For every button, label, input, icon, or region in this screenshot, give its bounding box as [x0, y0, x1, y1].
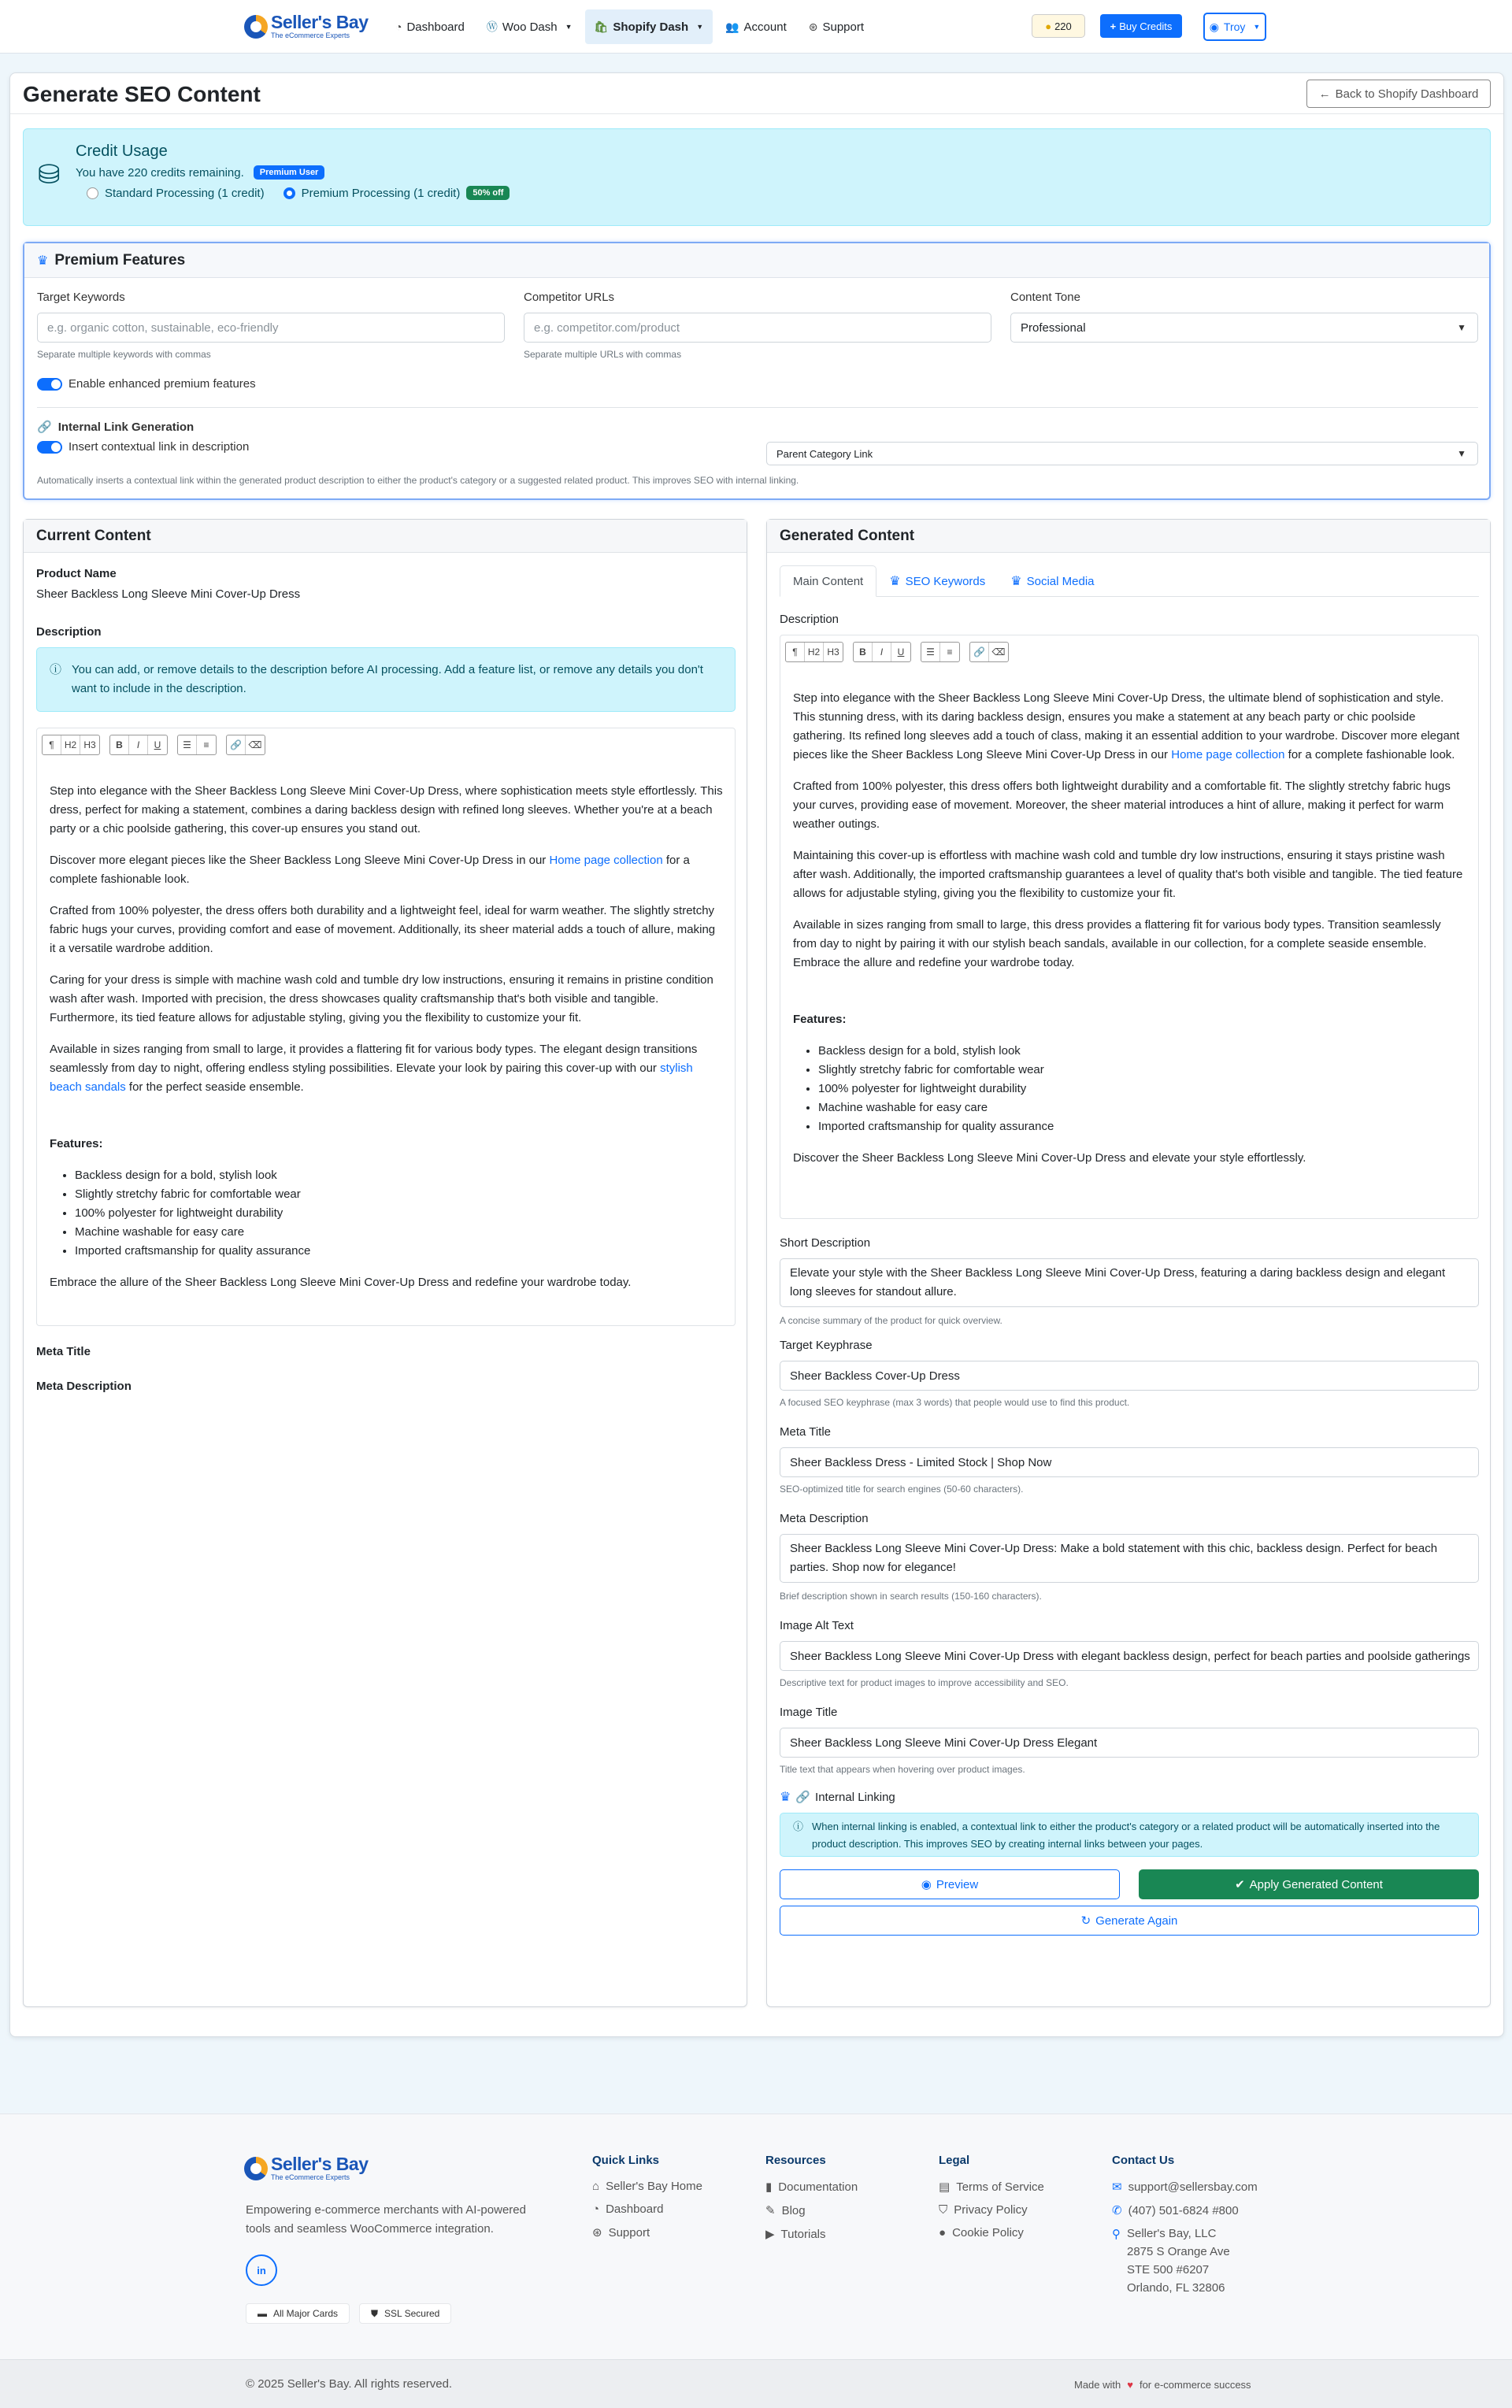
seo-generator-card [9, 72, 1504, 2037]
description-info-alert: ⓘ You can add, or remove details to the description before AI processing. Add a feature list, or remove any details you don't want to include in the description. [36, 647, 736, 712]
credit-remaining-text: You have 220 credits remaining. [76, 165, 244, 180]
coins-icon: ⛁ [38, 160, 61, 190]
user-circle-icon: ◉ [1209, 20, 1219, 33]
editor-toolbar [42, 735, 265, 755]
chevron-down-icon: ▼ [1457, 322, 1466, 333]
crown-icon: ♛ [889, 575, 901, 588]
current-content-panel [23, 519, 747, 2007]
cards-badge: ▬ All Major Cards [246, 2303, 350, 2324]
info-circle-icon: ⓘ [793, 1821, 804, 1832]
list-item: • Imported craftsmanship for quality assurance [75, 1242, 724, 1261]
page-header [10, 73, 1503, 114]
footer-link-tutorials[interactable]: ▶ Tutorials [765, 2227, 826, 2241]
current-features-list [75, 1166, 724, 1261]
buy-credits-button[interactable]: + Buy Credits [1100, 14, 1182, 38]
competitor-urls-input[interactable]: e.g. competitor.com/product [524, 313, 991, 343]
play-icon: ▶ [765, 2228, 775, 2241]
generated-features-list [818, 1042, 1467, 1136]
underline-button[interactable]: U [154, 739, 161, 750]
lifebuoy-icon: ⊛ [808, 20, 818, 33]
file-icon: ▤ [939, 2180, 951, 2194]
list-item: • Imported craftsmanship for quality assurance [818, 1117, 1467, 1136]
meta-title-label: Meta Title [780, 1425, 832, 1439]
gauge-icon: ◔ [592, 2202, 600, 2216]
envelope-icon: ✉ [1112, 2180, 1122, 2194]
premium-processing-radio[interactable]: Premium Processing (1 credit) 50% off [284, 186, 510, 200]
generated-tabs [780, 565, 1479, 597]
brand-name: Seller's Bay [271, 12, 369, 32]
list-item: • Backless design for a bold, stylish look [75, 1166, 724, 1185]
meta-title-input[interactable]: Sheer Backless Dress - Limited Stock | Shop Now [780, 1447, 1479, 1477]
footer-link-terms[interactable]: ▤ Terms of Service [939, 2180, 1044, 2194]
target-keywords-label: Target Keywords [37, 291, 125, 304]
footer-link-dashboard[interactable]: ◔ Dashboard [592, 2202, 664, 2216]
generated-description-text: Step into elegance with the Sheer Backless Long Sleeve Mini Cover-Up Dress, the ultimate blend of sophistication and style. This stunning dress, with its daring backless design, ensures you make a statement at any beach party or chic poolside gathering. Its refined long sleeves add a touch of class, making it an essential addition to your wardrobe. Discover more elegant pieces like the Sheer Backless Long Sleeve Mini Cover-Up Dress in our Home page collection for a complete fashionable look. Crafted from 100% polyester, this dress offers both lightweight durability and a comfortable fit. The slightly stretchy fabric hugs your curves, providing ease of movement. Moreover, the sheer material introduces a hint of allure, making it perfect for warm weather outings. Maintaining this cover-up is effortless with machine wash cold and tumble dry low instructions, ensuring it stays pristine wash after wash. Additionally, the imported craftsmanship guarantees a level of quality that's both visible and tangible. The tied feature allows for adjustable styling, giving you the flexibility to customize your fit. Available in sizes ranging from small to large, this dress provides a flattering fit for various body types. Transition seamlessly from day to night by pairing it with our stylish beach sandals, available in our collection, for a complete seaside ensemble. Embrace the allure and redefine your wardrobe today. Features: • Backless design for a bold, stylish look • Slightly stretchy fabric for comfortable wear • 100% polyester for lightweight durability • Machine washable for easy care • Imported craftsmanship for quality assurance Discover the Sheer Backless Long Sleeve Mini Cover-Up Dress and elevate your style effortlessly. [793, 689, 1467, 1180]
premium-features-card [23, 242, 1491, 500]
plus-icon: + [1110, 20, 1117, 32]
list-item: • Machine washable for easy care [75, 1223, 724, 1242]
italic-button[interactable]: I [129, 735, 148, 754]
target-keyphrase-help: A focused SEO keyphrase (max 3 words) that people would use to find this product. [780, 1397, 1130, 1408]
paragraph-button[interactable]: ¶ [786, 643, 805, 661]
tab-social-media[interactable]: ♛ Social Media [1010, 574, 1095, 588]
footer-link-support[interactable]: ⊛ Support [592, 2225, 650, 2239]
link-icon: 🔗 [37, 420, 52, 434]
contextual-link-label: Insert contextual link in description [69, 440, 250, 454]
home-icon: ⌂ [592, 2180, 600, 2193]
tab-main-content[interactable]: Main Content [780, 565, 876, 597]
chevron-down-icon: ▼ [696, 23, 704, 31]
image-alt-label: Image Alt Text [780, 1619, 854, 1632]
description-label: Description [36, 625, 102, 639]
list-item: • 100% polyester for lightweight durability [818, 1080, 1467, 1098]
meta-title-help: SEO-optimized title for search engines (50-60 characters). [780, 1484, 1024, 1495]
apply-generated-content-button[interactable]: ✔ Apply Generated Content [1139, 1869, 1479, 1899]
wordpress-icon: Ⓦ [486, 20, 498, 33]
beach-sandals-link[interactable]: stylish beach sandals [50, 1061, 693, 1094]
chevron-down-icon: ▼ [1457, 448, 1466, 459]
preview-button[interactable]: ◉ Preview [780, 1869, 1120, 1899]
bold-button[interactable]: B [110, 735, 129, 754]
phone-icon: ✆ [1112, 2204, 1122, 2217]
target-keyphrase-label: Target Keyphrase [780, 1339, 873, 1352]
top-navbar [0, 0, 1512, 54]
image-alt-help: Descriptive text for product images to improve accessibility and SEO. [780, 1677, 1069, 1688]
generated-description-editor[interactable] [780, 635, 1479, 1219]
bullet-list-button[interactable]: ☰ [921, 643, 940, 661]
crown-icon: ♛ [1010, 575, 1022, 588]
h3-button[interactable]: H3 [827, 646, 839, 658]
meta-description-textarea[interactable]: Sheer Backless Long Sleeve Mini Cover-Up Dress: Make a bold statement with this chic, backless design. Perfect for beach parties. Shop now for elegance! [780, 1534, 1479, 1583]
numbered-list-button[interactable]: ≡ [203, 739, 209, 750]
eye-icon: ◉ [921, 1878, 932, 1891]
nav-dashboard[interactable]: ◔ Dashboard [395, 20, 465, 34]
footer-email[interactable]: ✉ support@sellersbay.com [1112, 2180, 1258, 2194]
list-item: • 100% polyester for lightweight durability [75, 1204, 724, 1223]
map-pin-icon: ⚲ [1112, 2228, 1121, 2241]
shield-icon: ⛊ [371, 2307, 379, 2319]
footer-phone[interactable]: ✆ (407) 501-6824 #800 [1112, 2203, 1239, 2217]
footer-address: ⚲ Seller's Bay, LLC 2875 S Orange Ave STE 500 #6207 Orlando, FL 32806 [1112, 2227, 1230, 2295]
crown-icon: ♛ [780, 1791, 791, 1804]
user-menu-button[interactable]: ◉ Troy ▼ [1203, 13, 1266, 41]
standard-processing-radio[interactable]: Standard Processing (1 credit) [87, 187, 265, 200]
chevron-down-icon: ▼ [1253, 23, 1261, 31]
generated-content-panel [766, 519, 1491, 2007]
internal-link-help: Automatically inserts a contextual link within the generated product description to either the product's category or a suggested related product. This improves SEO with internal linking. [37, 475, 799, 486]
heart-icon: ♥ [1127, 2379, 1133, 2391]
premium-user-badge: Premium User [254, 165, 325, 180]
product-name-label: Product Name [36, 567, 117, 580]
generated-description-label: Description [780, 613, 839, 626]
nav-shopify-dash[interactable]: 🛍 Shopify Dash ▼ [585, 9, 713, 44]
linkedin-icon[interactable]: in [246, 2254, 277, 2286]
footer-legal: Legal ▤ Terms of Service ⛉ Privacy Policy ● Cookie Policy [939, 2154, 1044, 2239]
generate-again-button[interactable]: ↻ Generate Again [780, 1906, 1479, 1936]
internal-linking-alert: ⓘ When internal linking is enabled, a contextual link to either the product's category or a related product will be automatically inserted into the product description. This improves SEO by creating internal links between your pages. [780, 1813, 1479, 1857]
footer-contact: Contact Us ✉ support@sellersbay.com ✆ (407) 501-6824 #800 ⚲ Seller's Bay, LLC 2875 S Orange Ave STE 500 #6207 Orlando, FL 32806 [1112, 2154, 1258, 2295]
credit-usage-title: Credit Usage [76, 143, 168, 160]
refresh-icon: ↻ [1080, 1914, 1091, 1928]
underline-button[interactable]: U [897, 646, 905, 658]
back-to-dashboard-button[interactable]: ← Back to Shopify Dashboard [1306, 80, 1491, 108]
copyright-text: © 2025 Seller's Bay. All rights reserved. [246, 2377, 453, 2391]
contextual-link-toggle[interactable] [37, 441, 62, 454]
meta-description-help: Brief description shown in search results (150-160 characters). [780, 1591, 1042, 1602]
numbered-list-button[interactable]: ≡ [947, 646, 953, 658]
content-tone-label: Content Tone [1010, 291, 1080, 304]
crown-icon: ♛ [37, 254, 49, 268]
short-description-label: Short Description [780, 1236, 871, 1250]
user-shield-icon: ⛉ [939, 2203, 948, 2217]
main-nav [386, 9, 873, 44]
short-description-help: A concise summary of the product for quick overview. [780, 1315, 1002, 1326]
info-circle-icon: ⓘ [50, 663, 62, 676]
footer-about: Empowering e-commerce merchants with AI-powered tools and seamless WooCommerce integration. [246, 2203, 526, 2236]
target-keyphrase-input[interactable]: Sheer Backless Cover-Up Dress [780, 1361, 1479, 1391]
premium-features-title: Premium Features [54, 251, 186, 269]
bullet-list-button[interactable]: ☰ [178, 735, 197, 754]
chevron-down-icon: ▼ [565, 23, 573, 31]
credit-usage-alert [23, 128, 1491, 226]
cookie-icon: ● [939, 2226, 947, 2239]
meta-title-label: Meta Title [36, 1345, 91, 1358]
italic-button[interactable]: I [873, 643, 891, 661]
brand-tagline: The eCommerce Experts [271, 31, 350, 39]
current-description-editor[interactable] [36, 728, 736, 1326]
target-keywords-input[interactable]: e.g. organic cotton, sustainable, eco-friendly [37, 313, 505, 343]
meta-description-label: Meta Description [780, 1512, 869, 1525]
competitor-urls-help: Separate multiple URLs with commas [524, 349, 682, 360]
enhanced-features-label: Enable enhanced premium features [69, 377, 256, 391]
nav-account[interactable]: 👥 Account [725, 20, 787, 34]
footer-link-docs[interactable]: ▮ Documentation [765, 2180, 858, 2194]
current-content-title: Current Content [24, 520, 747, 553]
home-collection-link[interactable]: Home page collection [549, 854, 663, 867]
paragraph-button[interactable]: ¶ [43, 735, 61, 754]
list-item: • Machine washable for easy care [818, 1098, 1467, 1117]
list-item: • Slightly stretchy fabric for comfortable wear [818, 1061, 1467, 1080]
image-alt-input[interactable]: Sheer Backless Long Sleeve Mini Cover-Up Dress with elegant backless design, perfect for beach parties and poolside gatherings [780, 1641, 1479, 1671]
footer-quick-links: Quick Links ⌂ Seller's Bay Home ◔ Dashboard ⊛ Support [592, 2154, 702, 2239]
eraser-button[interactable]: ⌫ [991, 646, 1006, 658]
list-item: • Slightly stretchy fabric for comfortable wear [75, 1185, 724, 1204]
brand-logo-icon [244, 15, 268, 39]
brand-logo-icon [244, 2157, 268, 2180]
footer-resources: Resources ▮ Documentation ✎ Blog ▶ Tutorials [765, 2154, 858, 2241]
divider [37, 407, 1478, 408]
credit-card-icon: ▬ [258, 2308, 267, 2319]
link-button[interactable]: 🔗 [227, 735, 246, 754]
copyright-bar: © 2025 Seller's Bay. All rights reserved. Made with ♥ for e-commerce success [0, 2359, 1512, 2408]
product-name-value: Sheer Backless Long Sleeve Mini Cover-Up Dress [36, 587, 301, 601]
nav-woo-dash[interactable]: Ⓦ Woo Dash ▼ [486, 20, 573, 34]
competitor-urls-label: Competitor URLs [524, 291, 615, 304]
footer-logo[interactable]: Seller's Bay The eCommerce Experts [244, 2155, 369, 2181]
eraser-button[interactable]: ⌫ [248, 739, 262, 750]
link-button[interactable]: 🔗 [970, 643, 989, 661]
blog-icon: ✎ [765, 2204, 776, 2217]
discount-badge: 50% off [466, 186, 510, 200]
lifebuoy-icon: ⊛ [592, 2226, 602, 2239]
current-description-text: Step into elegance with the Sheer Backless Long Sleeve Mini Cover-Up Dress, where sophistication meets style effortlessly. This dress, perfect for making a statement, combines a daring backless design with refined long sleeves. Whether you're at a beach party or a chic poolside gathering, this cover-up ensures you stand out. Discover more elegant pieces like the Sheer Backless Long Sleeve Mini Cover-Up Dress in our Home page collection for a complete fashionable look. Crafted from 100% polyester, the dress offers both durability and a lightweight feel, ideal for warm weather. The slightly stretchy fabric hugs your curves, providing comfort and ease of movement. Additionally, its sheer material adds a touch of allure, making it a versatile wardrobe addition. Caring for your dress is simple with machine wash cold and tumble dry low instructions, ensuring it remains in pristine condition wash after wash. Imported with precision, the dress showcases quality craftsmanship that's both visible and tangible. Furthermore, its tied feature allows for adjustable styling, giving you the flexibility to customize your fit. Available in sizes ranging from small to large, it provides a flattering fit for various body types. The elegant design transitions seamlessly from day to night, offering endless styling possibilities. Elevate your look by pairing this cover-up with our stylish beach sandals for the perfect seaside ensemble. Features: • Backless design for a bold, stylish look • Slightly stretchy fabric for comfortable wear • 100% polyester for lightweight durability • Machine washable for easy care • Imported craftsmanship for quality assurance Embrace the allure of the Sheer Backless Long Sleeve Mini Cover-Up Dress and redefine your wardrobe today. [50, 782, 724, 1305]
h2-button[interactable]: H2 [805, 643, 824, 661]
internal-linking-label: Internal Linking [815, 1790, 895, 1804]
footer-link-home[interactable]: ⌂ Seller's Bay Home [592, 2180, 702, 2193]
check-icon: ✔ [1235, 1878, 1245, 1891]
page-title: Generate SEO Content [23, 82, 261, 106]
image-title-help: Title text that appears when hovering over product images. [780, 1764, 1025, 1775]
link-icon: 🔗 [795, 1791, 811, 1804]
target-keywords-help: Separate multiple keywords with commas [37, 349, 211, 360]
internal-link-title: Internal Link Generation [57, 420, 195, 434]
h3-button[interactable]: H3 [83, 739, 96, 750]
image-title-label: Image Title [780, 1706, 838, 1719]
footer-link-privacy[interactable]: ⛉ Privacy Policy [939, 2203, 1028, 2217]
link-type-select[interactable]: Parent Category Link ▼ [766, 442, 1478, 465]
image-title-input[interactable]: Sheer Backless Long Sleeve Mini Cover-Up Dress Elegant [780, 1728, 1479, 1758]
nav-support[interactable]: ⊛ Support [808, 20, 865, 34]
short-description-textarea[interactable]: Elevate your style with the Sheer Backless Long Sleeve Mini Cover-Up Dress, featuring a daring backless design and elegant long sleeves for standout allure. [780, 1258, 1479, 1307]
content-tone-select[interactable]: Professional ▼ [1010, 313, 1478, 343]
coin-icon: ● [1045, 20, 1052, 32]
ssl-badge: ⛊ SSL Secured [359, 2303, 451, 2324]
bold-button[interactable]: B [854, 643, 873, 661]
arrow-left-icon: ← [1318, 87, 1331, 101]
list-item: • Backless design for a bold, stylish look [818, 1042, 1467, 1061]
editor-toolbar [785, 642, 1009, 662]
home-collection-link[interactable]: Home page collection [1171, 748, 1285, 761]
shopify-icon: 🛍 [594, 20, 609, 33]
footer-link-cookies[interactable]: ● Cookie Policy [939, 2226, 1024, 2239]
tab-seo-keywords[interactable]: ♛ SEO Keywords [889, 574, 986, 588]
book-icon: ▮ [765, 2180, 773, 2194]
brand-logo[interactable] [244, 13, 369, 39]
gauge-icon: ◔ [395, 20, 402, 33]
credit-balance[interactable]: ● 220 [1032, 14, 1085, 38]
generated-content-title: Generated Content [767, 520, 1490, 553]
meta-description-label: Meta Description [36, 1380, 132, 1393]
enhanced-features-toggle[interactable] [37, 378, 62, 391]
footer-link-blog[interactable]: ✎ Blog [765, 2203, 806, 2217]
h2-button[interactable]: H2 [61, 735, 80, 754]
users-icon: 👥 [725, 20, 739, 33]
